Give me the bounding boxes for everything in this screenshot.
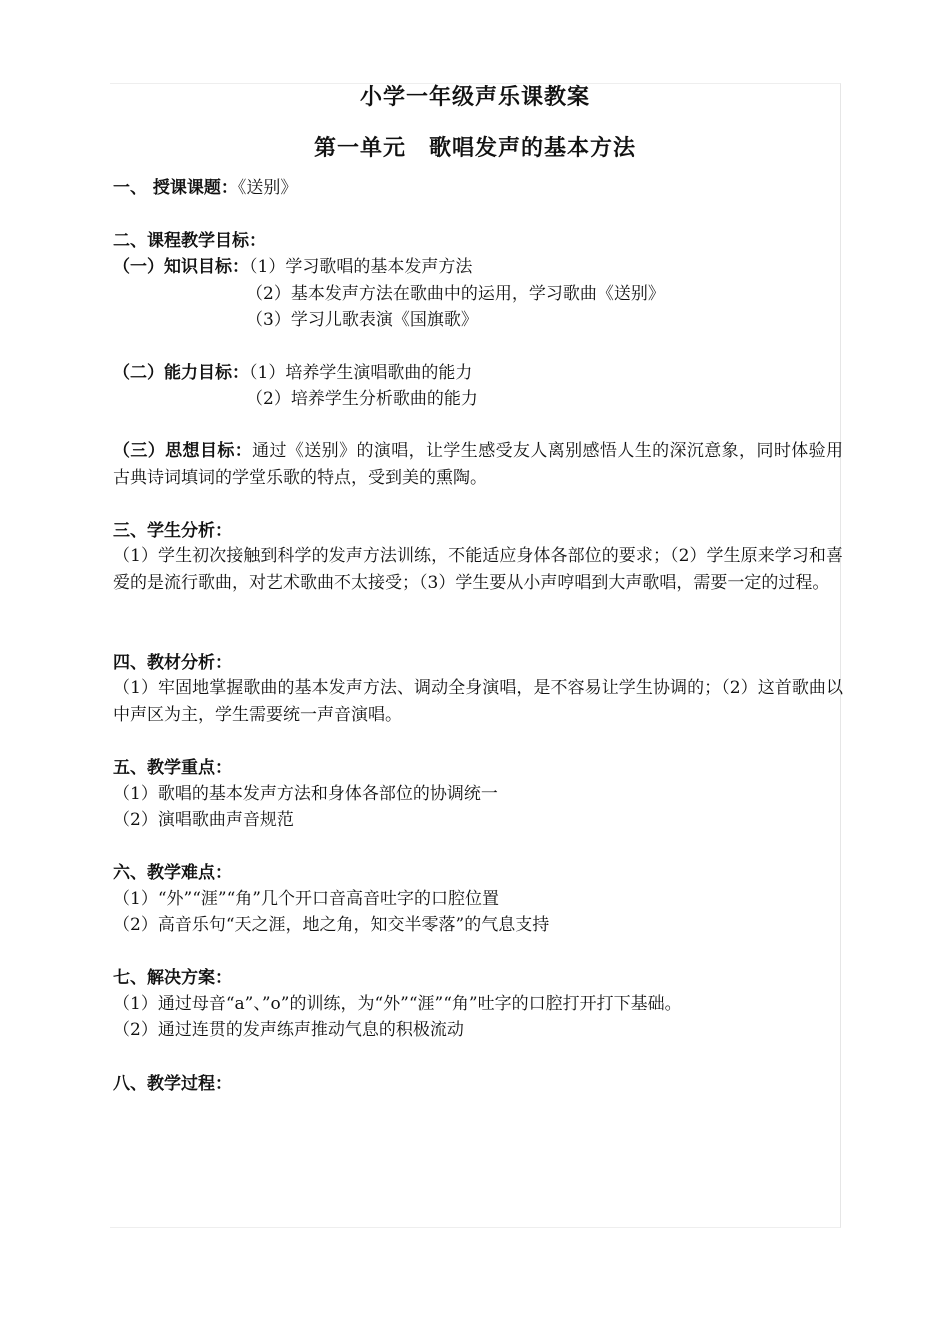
section-3-text: （1）学生初次接触到科学的发声方法训练，不能适应身体各部位的要求；（2）学生原来学习和喜爱的是流行歌曲，对艺术歌曲不太接受；（3）学生要从小声哼唱到大声歌唱，需要一定的过程。 xyxy=(113,546,843,593)
knowledge-item: （2）基本发声方法在歌曲中的运用，学习歌曲《送别》 xyxy=(246,284,665,304)
knowledge-item: （3）学习儿歌表演《国旗歌》 xyxy=(246,310,478,330)
section-1-text: 《送别》 xyxy=(237,178,298,198)
list-item: （2）通过连贯的发声练声推动气息的积极流动 xyxy=(113,1020,464,1040)
section-3-heading: 三、学生分析： xyxy=(113,521,232,541)
list-item: （1）歌唱的基本发声方法和身体各部位的协调统一 xyxy=(113,784,498,804)
list-item: （2）演唱歌曲声音规范 xyxy=(113,810,294,830)
ability-item: （1）培养学生演唱歌曲的能力 xyxy=(249,363,473,383)
list-item: （1）通过母音“a”、”o”的训练，为“外”“涯”“角”吐字的口腔打开打下基础。 xyxy=(113,994,682,1014)
ability-item: （2）培养学生分析歌曲的能力 xyxy=(246,389,478,409)
section-4-heading: 四、教材分析： xyxy=(113,653,232,673)
thought-goal-text: 通过《送别》的演唱，让学生感受友人离别感悟人生的深沉意象，同时体验用古典诗词填词的学堂乐歌的特点，受到美的熏陶。 xyxy=(113,441,844,488)
section-1-heading: 一、 授课课题： xyxy=(113,178,238,198)
ability-goal xyxy=(113,363,472,383)
knowledge-goal xyxy=(113,257,472,277)
thought-goal-label: （三）思想目标： xyxy=(113,441,253,461)
thought-goal xyxy=(113,438,843,491)
ability-goal-label: （二）能力目标： xyxy=(113,363,249,383)
section-2-heading: 二、课程教学目标： xyxy=(113,231,266,251)
section-4-text: （1）牢固地掌握歌曲的基本发声方法、调动全身演唱，是不容易让学生协调的；（2）这首歌曲以中声区为主，学生需要统一声音演唱。 xyxy=(113,678,843,725)
unit-title: 第一单元 歌唱发声的基本方法 xyxy=(313,135,636,161)
knowledge-goal-label: （一）知识目标： xyxy=(113,257,249,277)
section-7-heading: 七、解决方案： xyxy=(113,968,232,988)
section-1 xyxy=(113,178,297,198)
list-item: （1）“外”“涯”“角”几个开口音高音吐字的口腔位置 xyxy=(113,889,499,909)
knowledge-item: （1）学习歌唱的基本发声方法 xyxy=(249,257,473,277)
section-8-heading: 八、教学过程： xyxy=(113,1074,232,1094)
list-item: （2）高音乐句“天之涯，地之角，知交半零落”的气息支持 xyxy=(113,915,550,935)
section-5-heading: 五、教学重点： xyxy=(113,758,232,778)
section-6-heading: 六、教学难点： xyxy=(113,863,232,883)
document-title: 小学一年级声乐课教案 xyxy=(359,84,590,110)
